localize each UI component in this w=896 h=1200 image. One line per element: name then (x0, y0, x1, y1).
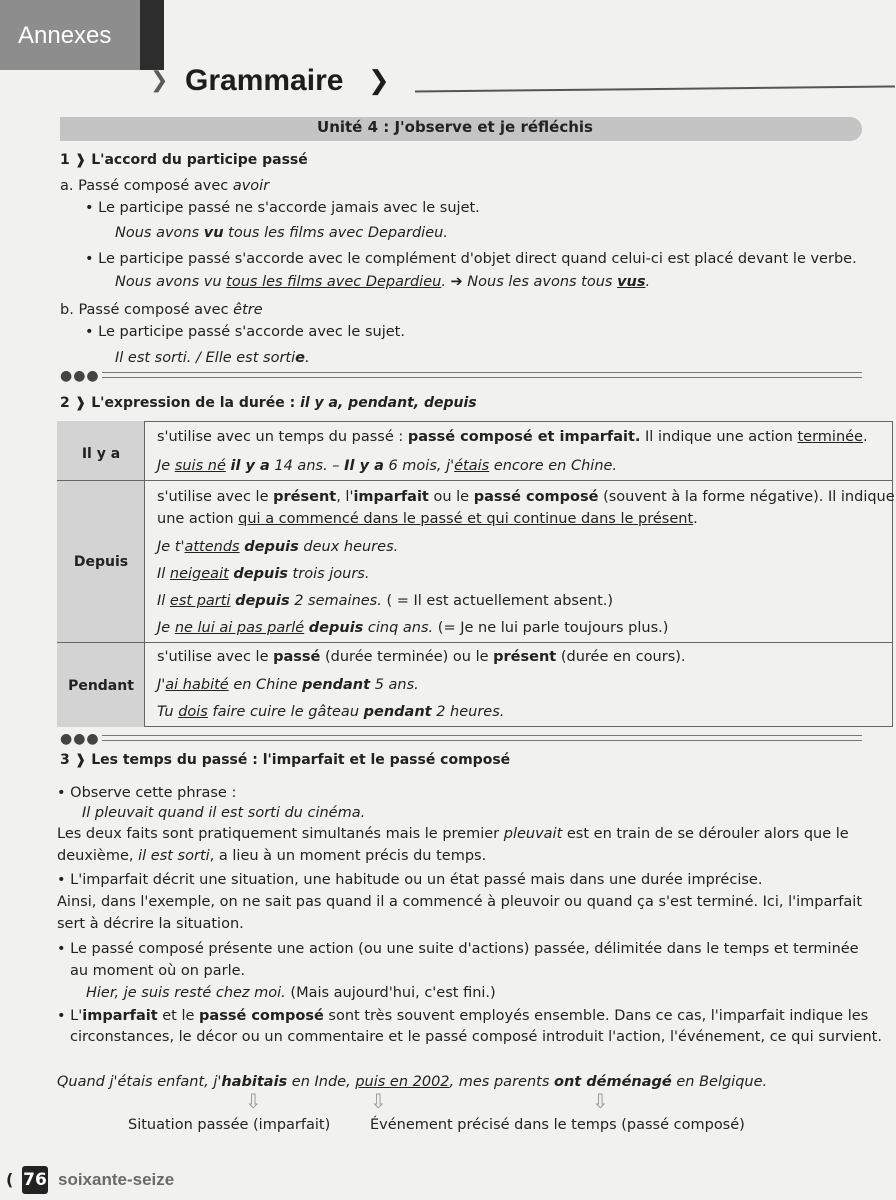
depuis-ex3-c: 2 semaines. (294, 593, 382, 609)
b-ex1-end: . (304, 350, 310, 366)
annexes-tab (0, 0, 140, 70)
pendant-l1-b2: présent (493, 649, 557, 665)
a-ex2-bold: vus (617, 274, 646, 290)
pendant-l1-c: (durée terminée) ou le (325, 649, 489, 665)
b-ex1-bold: e (295, 350, 305, 366)
s3-p1: Observe cette phrase : (70, 785, 237, 801)
s3-p5-ex-it: Hier, je suis resté chez moi. (86, 985, 286, 1001)
row-divider-1 (57, 480, 893, 481)
pendant-ex1-u: ai habité (165, 677, 229, 693)
s3-example-1: Il pleuvait quand il est sorti du cinéma. (82, 805, 366, 821)
pendant-ex2-u: dois (178, 704, 208, 720)
page-number: 76 (22, 1166, 48, 1194)
final-e: en Belgique. (676, 1074, 768, 1090)
a-ex2-pre: Nous avons vu (115, 274, 222, 290)
header-strip (140, 0, 164, 70)
pendant-l1-d: (durée en cours). (560, 649, 686, 665)
pendant-ex1-d: 5 ans. (374, 677, 419, 693)
depuis-l1-e: (souvent à la forme négative). Il indique (603, 489, 895, 505)
pendant-example-2 (157, 703, 504, 721)
ilya-ex-a: Je (157, 458, 171, 474)
depuis-l1-b3: passé composé (473, 489, 599, 505)
section1-b (60, 301, 263, 319)
dots-separator-2: ●●● (60, 731, 100, 747)
a-bullet-2-text: Le participe passé s'accorde avec le complément d'objet direct quand celui-ci est placé devant le verbe. (98, 251, 857, 267)
pendant-l1-a: s'utilise avec le (157, 649, 269, 665)
depuis-ex2-b: depuis (233, 566, 288, 582)
s3-bullet-3: • Le passé composé présente une action (ou une suite d'actions) passée, délimitée dans le temps et terminée (57, 941, 859, 957)
depuis-ex3-b: depuis (235, 593, 290, 609)
s3-p2-line-b (57, 847, 486, 865)
ilya-ex-u2: étais (454, 458, 490, 474)
depuis-ex3-u: est parti (169, 593, 231, 609)
a-bullet-1: • Le participe passé ne s'accorde jamais avec le sujet. (85, 200, 480, 216)
section2-heading: 2 ❱ L'expression de la durée : il y a, pendant, depuis (60, 395, 477, 411)
arrow-down-icon: ⇩ (245, 1089, 262, 1113)
depuis-line-1 (157, 488, 895, 506)
b-ex1-pre: Il est sorti. / Elle est sorti (115, 350, 296, 366)
pendant-ex2-b: pendant (363, 704, 432, 720)
page-bracket-icon: ( (6, 1170, 14, 1189)
depuis-l2-e: . (693, 511, 698, 527)
a-ex2-end: . (645, 274, 651, 290)
pendant-ex2-a: Tu (157, 704, 174, 720)
depuis-l1-b2: imparfait (353, 489, 429, 505)
annexes-label: Annexes (18, 22, 112, 49)
dots-separator-1: ●●● (60, 368, 100, 384)
a-prefix: a. (60, 178, 74, 194)
pendant-ex1-b: pendant (302, 677, 371, 693)
a-ex1-post: tous les films avec Depardieu. (228, 225, 448, 241)
final-c: en Inde, (291, 1074, 351, 1090)
label-pendant: Pendant (68, 678, 134, 694)
ilya-ex-b2: Il y a (344, 458, 384, 474)
ilya-ex-u1: suis né (174, 458, 226, 474)
pendant-example-1 (157, 676, 419, 694)
depuis-example-2 (157, 565, 369, 583)
depuis-ex1-u: attends (184, 539, 240, 555)
caption-passe-compose: Événement précisé dans le temps (passé composé) (370, 1117, 745, 1133)
a-bullet-2: • Le participe passé s'accorde avec le complément d'objet direct quand celui-ci est placé devant le verbe. (85, 251, 857, 267)
depuis-l1-a: s'utilise avec le (157, 489, 269, 505)
depuis-example-1 (157, 538, 398, 556)
arrow-down-icon: ⇩ (592, 1089, 609, 1113)
s3-p6a-b1: imparfait (82, 1008, 158, 1024)
il-y-a-example (157, 457, 617, 475)
b-example-1 (115, 349, 310, 367)
ilya-l1-pre: s'utilise avec un temps du passé : (157, 429, 404, 445)
pendant-ex2-c: faire cuire le gâteau (212, 704, 360, 720)
a-example-2 (115, 273, 650, 291)
label-depuis: Depuis (73, 554, 129, 570)
row-divider-2 (57, 642, 893, 643)
s3-p5-line-b: au moment où on parle. (70, 963, 246, 979)
s3-p5-ex: (Mais aujourd'hui, c'est fini.) (290, 985, 496, 1001)
final-underline: puis en 2002 (355, 1074, 450, 1090)
depuis-l1-c: , l' (336, 489, 354, 505)
pendant-l1-b1: passé (273, 649, 321, 665)
section3-number: 3 (60, 752, 70, 768)
ilya-l1-post: Il indique une action (645, 429, 793, 445)
a-text: Passé composé avec (78, 178, 229, 194)
separator-1 (102, 372, 862, 378)
ilya-ex-d: 6 mois, j' (388, 458, 455, 474)
ilya-ex-b1: il y a (230, 458, 270, 474)
s3-p4-line-a: Ainsi, dans l'exemple, on ne sait pas quand il a commencé à pleuvoir ou quand ça s'est terminé. Ici, l'imparfait (57, 894, 863, 910)
final-a: Quand j'étais enfant, j' (57, 1074, 222, 1090)
depuis-l1-b1: présent (273, 489, 337, 505)
depuis-ex1-c: deux heures. (303, 539, 399, 555)
section1-title: L'accord du participe passé (91, 152, 308, 168)
a-ex2-mid: . ➔ Nous les avons tous (441, 274, 613, 290)
s3-bullet-2: • L'imparfait décrit une situation, une habitude ou un état passé mais dans une durée imprécise. (57, 872, 763, 888)
b-bullet-1-text: Le participe passé s'accorde avec le sujet. (98, 324, 405, 340)
page-number-words: soixante-seize (58, 1170, 175, 1189)
title-rule (415, 85, 895, 92)
ilya-l1-bold: passé composé et imparfait. (407, 429, 641, 445)
s3-bullet-1: • Observe cette phrase : (57, 785, 237, 801)
depuis-ex2-a: Il (157, 566, 166, 582)
pendant-ex1-c: en Chine (233, 677, 298, 693)
s3-p2a-end: est en train de se dérouler alors que le (566, 826, 849, 842)
s3-p6a-mid: et le (162, 1008, 195, 1024)
a-aux: avoir (232, 178, 270, 194)
depuis-ex1-b: depuis (244, 539, 299, 555)
section2-number: 2 (60, 395, 70, 411)
depuis-l2-u: qui a commencé dans le passé et qui continue dans le présent (238, 511, 694, 527)
depuis-ex1-a: Je t' (157, 539, 185, 555)
ilya-l1-underline: terminée (797, 429, 863, 445)
pendant-line-1 (157, 648, 686, 666)
b-aux: être (233, 302, 263, 318)
s3-bullet-4: • L'imparfait et le passé composé sont très souvent employés ensemble. Dans ce cas, l'imparfait indique les (57, 1008, 869, 1024)
depuis-ex2-c: trois jours. (292, 566, 370, 582)
depuis-l1-d: ou le (433, 489, 470, 505)
a-example-1 (115, 224, 448, 242)
a-ex2-underline: tous les films avec Depardieu (226, 274, 442, 290)
s3-p2b-end: , a lieu à un moment précis du temps. (209, 848, 487, 864)
a-ex1-bold: vu (203, 225, 224, 241)
s3-p2-line-a (57, 825, 849, 843)
final-b1: habitais (221, 1074, 288, 1090)
ilya-ex-c: 14 ans. – (274, 458, 340, 474)
s3-p2b: deuxième, (57, 848, 134, 864)
s3-example-2 (86, 984, 496, 1002)
s3-p6a-pre: L' (70, 1008, 83, 1024)
s3-p6a-end: sont très souvent employés ensemble. Dans ce cas, l'imparfait indique les (328, 1008, 869, 1024)
s3-p6-line-b: circonstances, le décor ou un commentaire et le passé composé introduit l'action, l'événement, ce qui survient. (70, 1029, 882, 1045)
s3-p2a-it: pleuvait (503, 826, 563, 842)
depuis-ex2-u: neigeait (169, 566, 229, 582)
a-ex1-pre: Nous avons (115, 225, 200, 241)
section3-title: Les temps du passé : l'imparfait et le passé composé (91, 752, 511, 768)
caption-imparfait: Situation passée (imparfait) (128, 1117, 331, 1133)
depuis-ex4-c: cinq ans. (367, 620, 434, 636)
title-chevron-icon: ❯ (368, 66, 390, 96)
section3-heading: 3 ❱ Les temps du passé : l'imparfait et le passé composé (60, 752, 511, 768)
final-d: , mes parents (449, 1074, 550, 1090)
depuis-ex4-u: ne lui ai pas parlé (174, 620, 305, 636)
arrow-down-icon: ⇩ (370, 1089, 387, 1113)
s3-p4-line-b: sert à décrire la situation. (57, 916, 244, 932)
unit-title: Unité 4 : J'observe et je réfléchis (317, 118, 593, 136)
depuis-line-2 (157, 510, 698, 528)
depuis-l2-a: une action (157, 511, 234, 527)
section1-number: 1 (60, 152, 70, 168)
depuis-example-4 (157, 619, 668, 637)
label-il-y-a: Il y a (81, 446, 121, 462)
b-bullet-1: • Le participe passé s'accorde avec le sujet. (85, 324, 405, 340)
pendant-ex2-d: 2 heures. (436, 704, 505, 720)
s3-p2b-it: il est sorti (138, 848, 210, 864)
section1-a (60, 177, 269, 195)
a-bullet-1-text: Le participe passé ne s'accorde jamais avec le sujet. (98, 200, 480, 216)
title-arrow-icon: ❯ (150, 68, 169, 93)
depuis-ex3-d: ( = Il est actuellement absent.) (386, 593, 614, 609)
depuis-example-3 (157, 592, 613, 610)
il-y-a-line-1 (157, 428, 868, 446)
s3-p6a-b2: passé composé (199, 1008, 324, 1024)
ilya-l1-end: . (862, 429, 868, 445)
pendant-ex1-a: J' (157, 677, 166, 693)
s3-p5a: Le passé composé présente une action (ou une suite d'actions) passée, délimitée dans le temps et terminée (70, 941, 859, 957)
section1-heading: 1 ❱ L'accord du participe passé (60, 152, 308, 168)
b-text: Passé composé avec (78, 302, 229, 318)
final-b2: ont déménagé (554, 1074, 672, 1090)
section2-title-italic: il y a, pendant, depuis (300, 395, 477, 411)
separator-2 (102, 735, 862, 741)
depuis-ex3-a: Il (157, 593, 166, 609)
depuis-ex4-a: Je (157, 620, 171, 636)
final-example (57, 1073, 767, 1091)
depuis-ex4-b: depuis (308, 620, 364, 636)
depuis-ex4-d: (= Je ne lui parle toujours plus.) (437, 620, 669, 636)
ilya-ex-e: encore en Chine. (493, 458, 618, 474)
section2-title: L'expression de la durée : (91, 395, 296, 411)
s3-p3: L'imparfait décrit une situation, une habitude ou un état passé mais dans une durée imprécise. (70, 872, 763, 888)
page-title: Grammaire (185, 64, 344, 97)
b-prefix: b. (60, 302, 74, 318)
s3-p2a: Les deux faits sont pratiquement simultanés mais le premier (57, 826, 500, 842)
